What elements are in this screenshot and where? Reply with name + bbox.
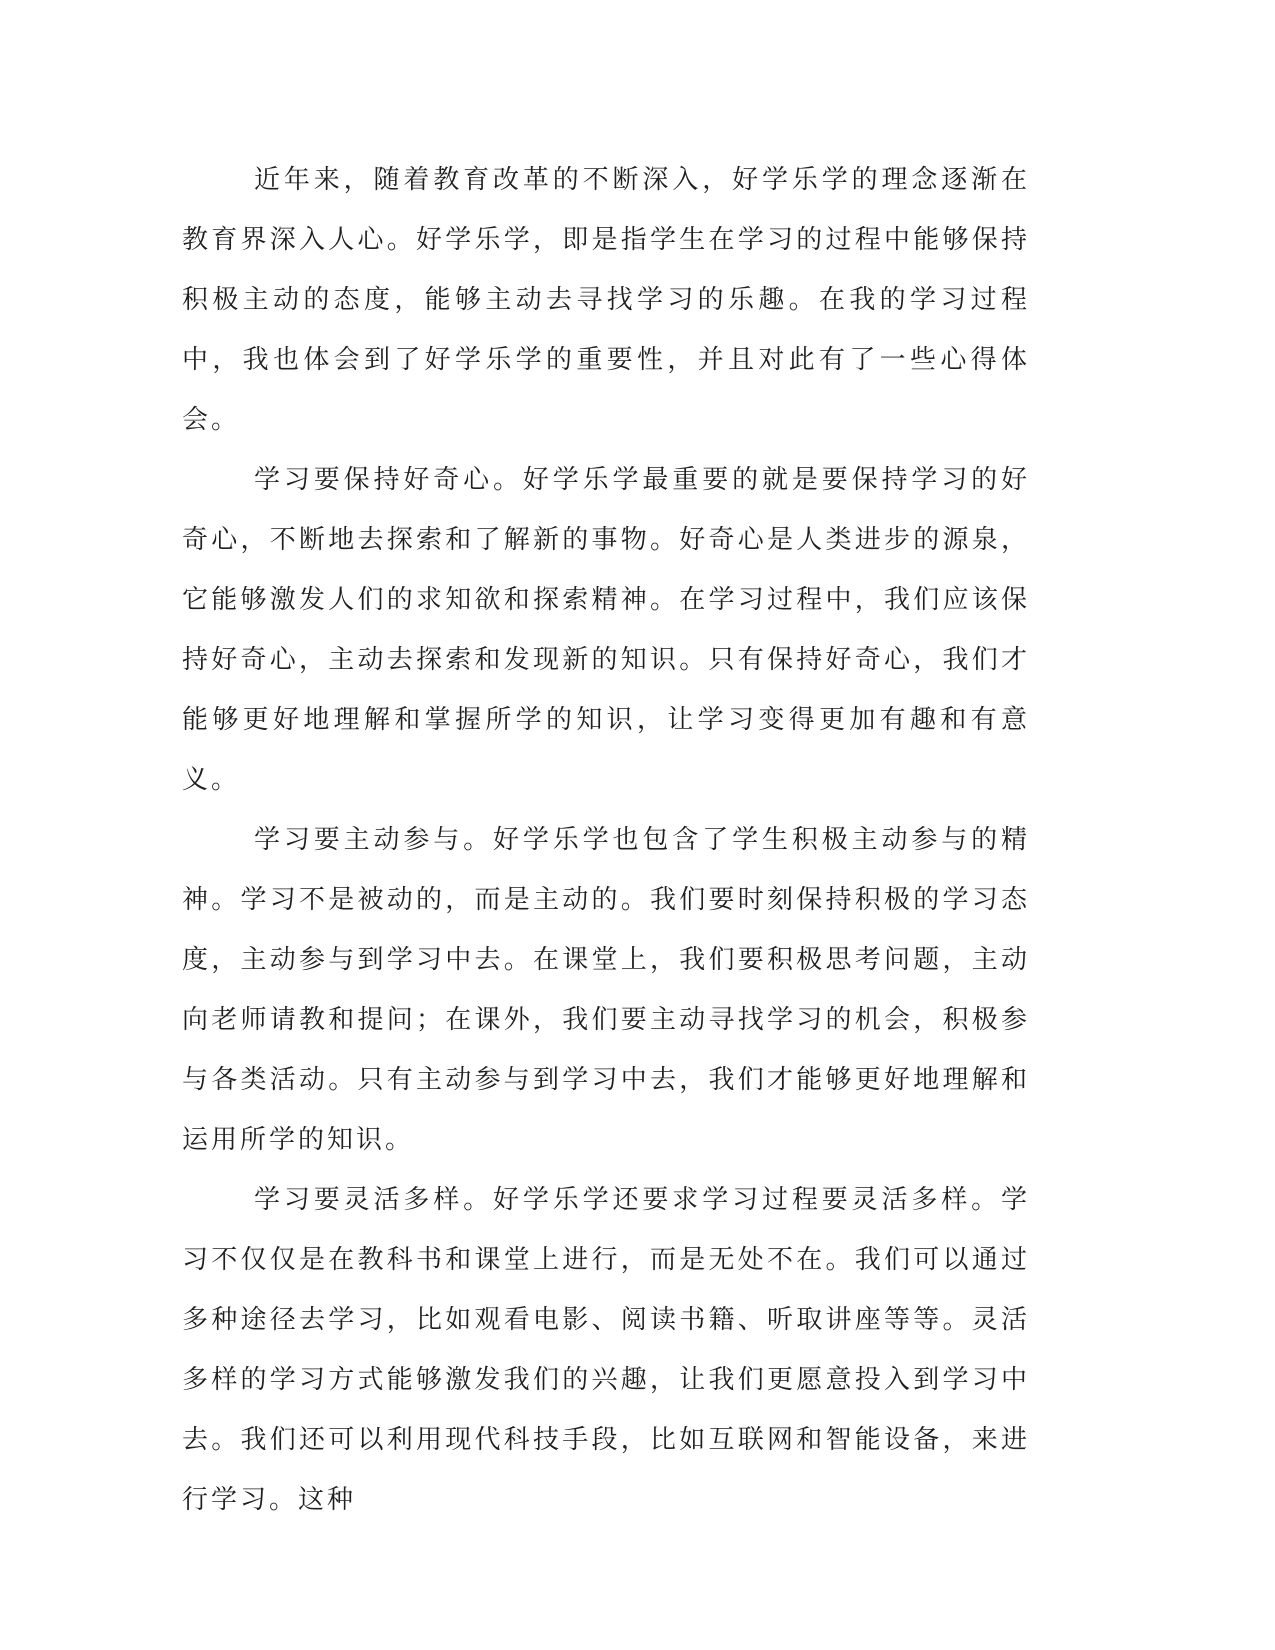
- paragraph-4: 学习要灵活多样。好学乐学还要求学习过程要灵活多样。学习不仅仅是在教科书和课堂上进行，而是无处不在。我们可以通过多种途径去学习，比如观看电影、阅读书籍、听取讲座等等。灵活多样的学习方式能够激发我们的兴趣，让我们更愿意投入到学习中去。我们还可以利用现代科技手段，比如互联网和智能设备，来进行学习。这种: [182, 1185, 1030, 1515]
- paragraph-2: 学习要保持好奇心。好学乐学最重要的就是要保持学习的好奇心，不断地去探索和了解新的事物。好奇心是人类进步的源泉，它能够激发人们的求知欲和探索精神。在学习过程中，我们应该保持好奇心，主动去探索和发现新的知识。只有保持好奇心，我们才能够更好地理解和掌握所学的知识，让学习变得更加有趣和有意义。: [182, 465, 1030, 795]
- document-body: [182, 150, 1030, 1530]
- paragraph-1: 近年来，随着教育改革的不断深入，好学乐学的理念逐渐在教育界深入人心。好学乐学，即是指学生在学习的过程中能够保持积极主动的态度，能够主动去寻找学习的乐趣。在我的学习过程中，我也体会到了好学乐学的重要性，并且对此有了一些心得体会。: [182, 165, 1030, 435]
- paragraph-3: 学习要主动参与。好学乐学也包含了学生积极主动参与的精神。学习不是被动的，而是主动的。我们要时刻保持积极的学习态度，主动参与到学习中去。在课堂上，我们要积极思考问题，主动向老师请教和提问；在课外，我们要主动寻找学习的机会，积极参与各类活动。只有主动参与到学习中去，我们才能够更好地理解和运用所学的知识。: [182, 825, 1030, 1155]
